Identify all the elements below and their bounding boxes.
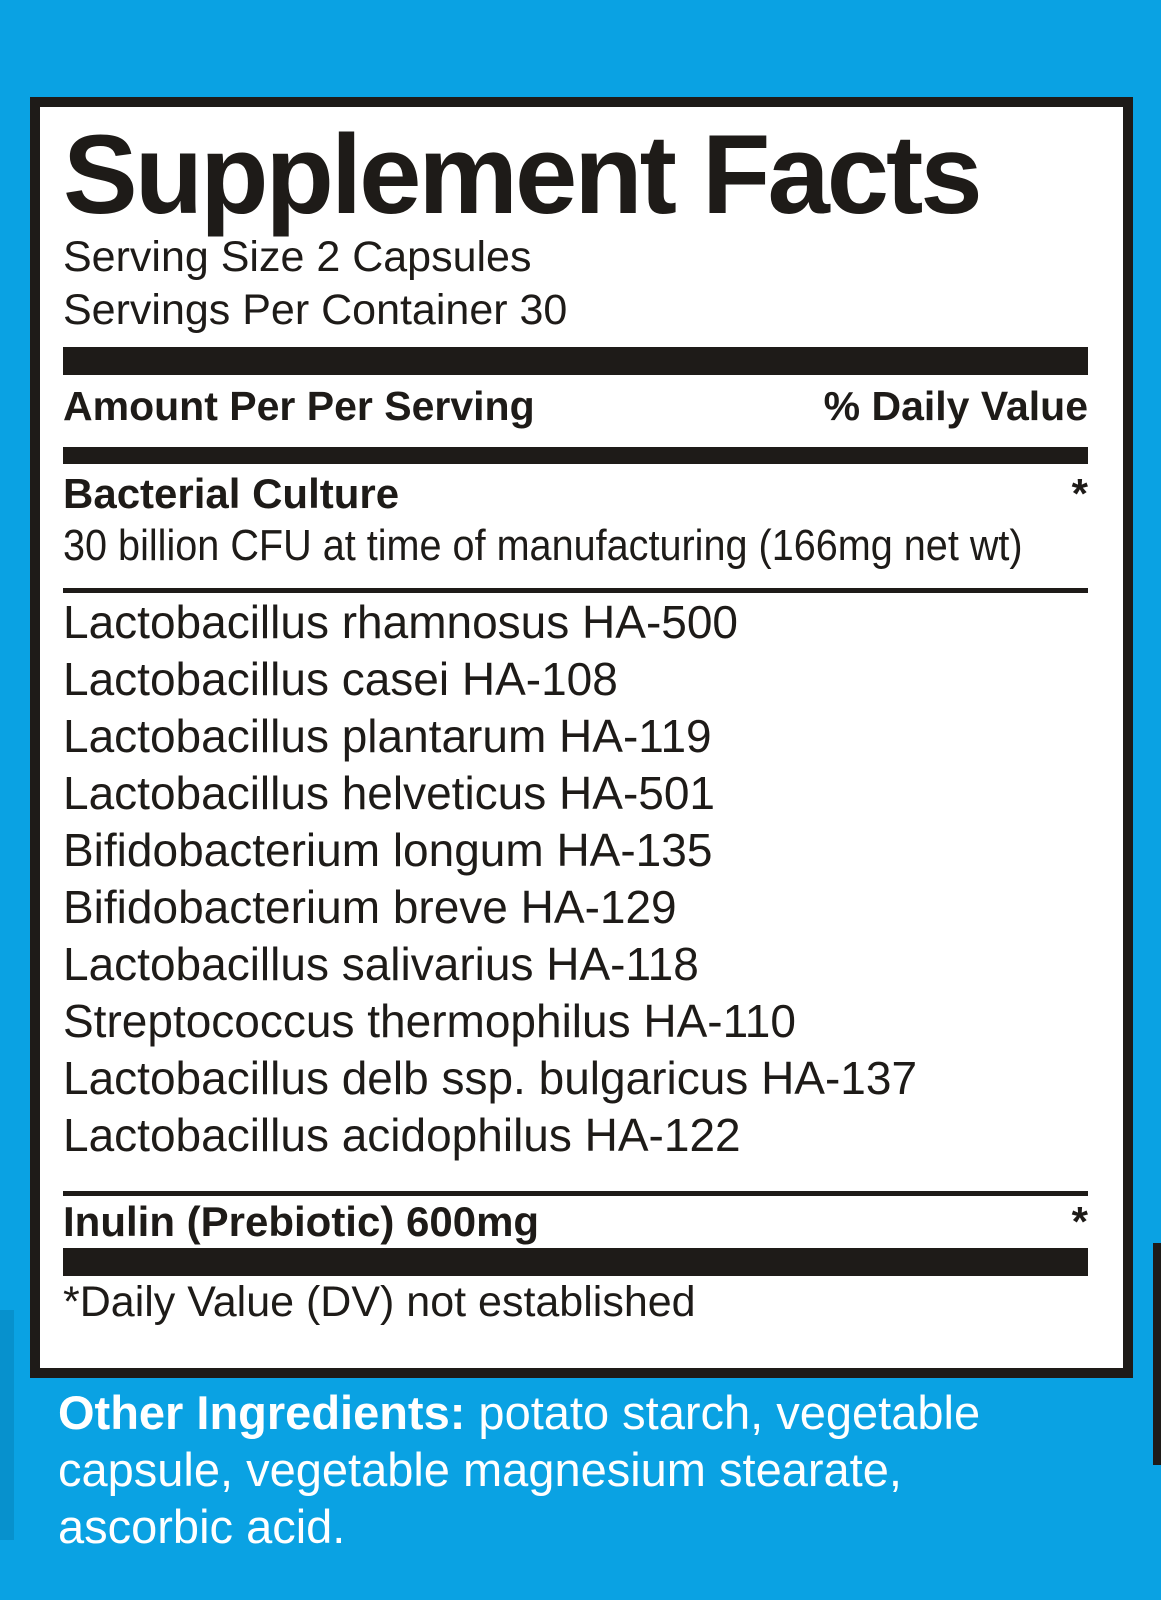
bacterial-culture-dv-asterisk: * <box>1071 470 1088 517</box>
inulin-dv-asterisk: * <box>1071 1198 1088 1245</box>
daily-value-footnote: *Daily Value (DV) not established <box>63 1278 696 1326</box>
amount-per-serving-label: Amount Per Per Serving <box>63 383 535 429</box>
other-ingredients-line-1-rest: potato starch, vegetable <box>465 1386 981 1439</box>
separator-bar-header <box>63 447 1088 464</box>
strain-item: Lactobacillus helveticus HA-501 <box>63 767 716 819</box>
other-ingredients-label: Other Ingredients: <box>58 1386 466 1439</box>
strain-item: Lactobacillus salivarius HA-118 <box>63 938 699 990</box>
ingredient-row-inulin <box>63 1196 1088 1248</box>
strain-item: Lactobacillus delb ssp. bulgaricus HA-137 <box>63 1052 918 1104</box>
strain-item: Streptococcus thermophilus HA-110 <box>63 995 796 1047</box>
strain-item: Lactobacillus acidophilus HA-122 <box>63 1109 741 1161</box>
supplement-facts-panel <box>30 97 1133 1378</box>
amount-header-row <box>63 381 1088 431</box>
servings-per-container: Servings Per Container 30 <box>63 286 568 334</box>
other-ingredients-line-2: capsule, vegetable magnesium stearate, <box>58 1443 902 1496</box>
strain-item: Bifidobacterium breve HA-129 <box>63 881 677 933</box>
strain-item: Bifidobacterium longum HA-135 <box>63 824 713 876</box>
serving-size: Serving Size 2 Capsules <box>63 233 532 281</box>
right-edge-strip <box>1153 1243 1161 1465</box>
ingredient-row-bacterial-culture <box>63 468 1088 520</box>
strain-item: Lactobacillus casei HA-108 <box>63 653 618 705</box>
other-ingredients <box>58 1384 1098 1555</box>
other-ingredients-line-3: ascorbic acid. <box>58 1500 346 1553</box>
bacterial-culture-detail: 30 billion CFU at time of manufacturing (166mg net wt) <box>63 521 1023 570</box>
bacterial-culture-name: Bacterial Culture <box>63 470 400 517</box>
strain-item: Lactobacillus plantarum HA-119 <box>63 710 712 762</box>
separator-bar-top <box>63 347 1088 375</box>
strain-list <box>63 594 1088 1164</box>
separator-bar-bottom <box>63 1248 1088 1276</box>
daily-value-label: % Daily Value <box>823 383 1088 429</box>
inulin-name: Inulin (Prebiotic) 600mg <box>63 1198 540 1245</box>
other-ingredients-line-1 <box>58 1384 1098 1441</box>
supplement-facts-title: Supplement Facts <box>63 112 980 237</box>
strain-item: Lactobacillus rhamnosus HA-500 <box>63 596 739 648</box>
left-edge-strip <box>0 1310 14 1540</box>
rule-above-strain-list <box>63 588 1088 593</box>
